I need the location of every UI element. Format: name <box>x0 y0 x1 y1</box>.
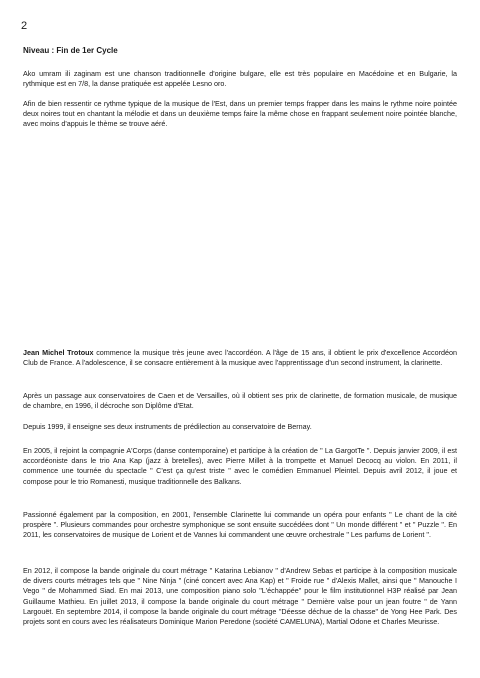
bio-paragraph-3: Depuis 1999, il enseigne ses deux instruments de prédilection au conservatoire de Bernay. <box>23 422 312 431</box>
level-heading: Niveau : Fin de 1er Cycle <box>23 46 118 55</box>
intro-paragraph-1: Ako umram ili zaginam est une chanson traditionnelle d'origine bulgare, elle est très populaire en Macédoine et en Bulgarie, la rythmique est en 7/8, la danse pratiquée est appelée Lesno oro. <box>23 69 457 89</box>
bio-paragraph-4: En 2005, il rejoint la compagnie A'Corps (danse contemporaine) et participe à la création de " La GargotTe ". Depuis janvier 2009, il est accordéoniste dans le trio Ana Kap (jazz à bretelles), avec Pierre Millet à la trompette et Manuel Decocq au violon. En 2011, il commence une tournée du spectacle " C'est ça qu'est triste " avec le comédien Emmanuel Pleintel. Depuis avril 2012, il joue et compose pour le trio Romanesti, musique traditionnelle des Balkans. <box>23 446 457 486</box>
bio-paragraph-2: Après un passage aux conservatoires de Caen et de Versailles, où il obtient ses prix de clarinette, de formation musicale, de musique de chambre, en 1996, il décroche son Diplôme d'Etat. <box>23 391 457 411</box>
composer-name: Jean Michel Trotoux <box>23 348 94 357</box>
bio-paragraph-1-text: commence la musique très jeune avec l'accordéon. A l'âge de 15 ans, il obtient le prix d'excellence Accordéon Club de France. A l'adolescence, il se consacre entièrement à la musique avec l'apprentissage d'un second instrument, la clarinette. <box>23 348 457 368</box>
bio-paragraph-1 <box>23 348 457 368</box>
page-number: 2 <box>21 20 28 32</box>
intro-paragraph-2: Afin de bien ressentir ce rythme typique de la musique de l'Est, dans un premier temps frapper dans les mains le rythme noire pointée deux noires tout en chantant la mélodie et dans un deuxième temps faire la même chose en frappant seulement noire pointée blanche, avec moins d'appuis le thème se trouve aéré. <box>23 99 457 129</box>
bio-paragraph-5: Passionné également par la composition, en 2001, l'ensemble Clarinette lui commande un opéra pour enfants " Le chant de la cité prospère ". Plusieurs commandes pour orchestre symphonique se sont ensuite succédées dont " Un monde différent " et " Puzzle ". En 2011, les conservatoires de musique de Lorient et de Vannes lui commandent une œuvre orchestrale " Les parfums de Lorient ". <box>23 510 457 540</box>
bio-paragraph-6: En 2012, il compose la bande originale du court métrage " Katarina Lebianov " d'Andrew Sebas et participe à la composition musicale de divers courts métrages tels que " Nine Ninja " (ciné concert avec Ana Kap) et " Froide rue " d'Alexis Mallet, ainsi que " Manouche I Vego " de Mohammed Siad. En mai 2013, une composition piano solo "L'échappée" pour le film institutionnel H3P réalisé par Jean Guillaume Mathieu. En juillet 2013, il compose la bande originale du court métrage " Dernière valse pour un jean foutre " de Yann Largouët. En septembre 2014, il compose la bande originale du court métrage "Déesse déchue de la chasse" de Yong Hee Park. Des projets sont en cours avec les réalisateurs Dominique Marion Peredone (société CAMELUNA), Martial Odone et Charles Meurisse. <box>23 566 457 627</box>
